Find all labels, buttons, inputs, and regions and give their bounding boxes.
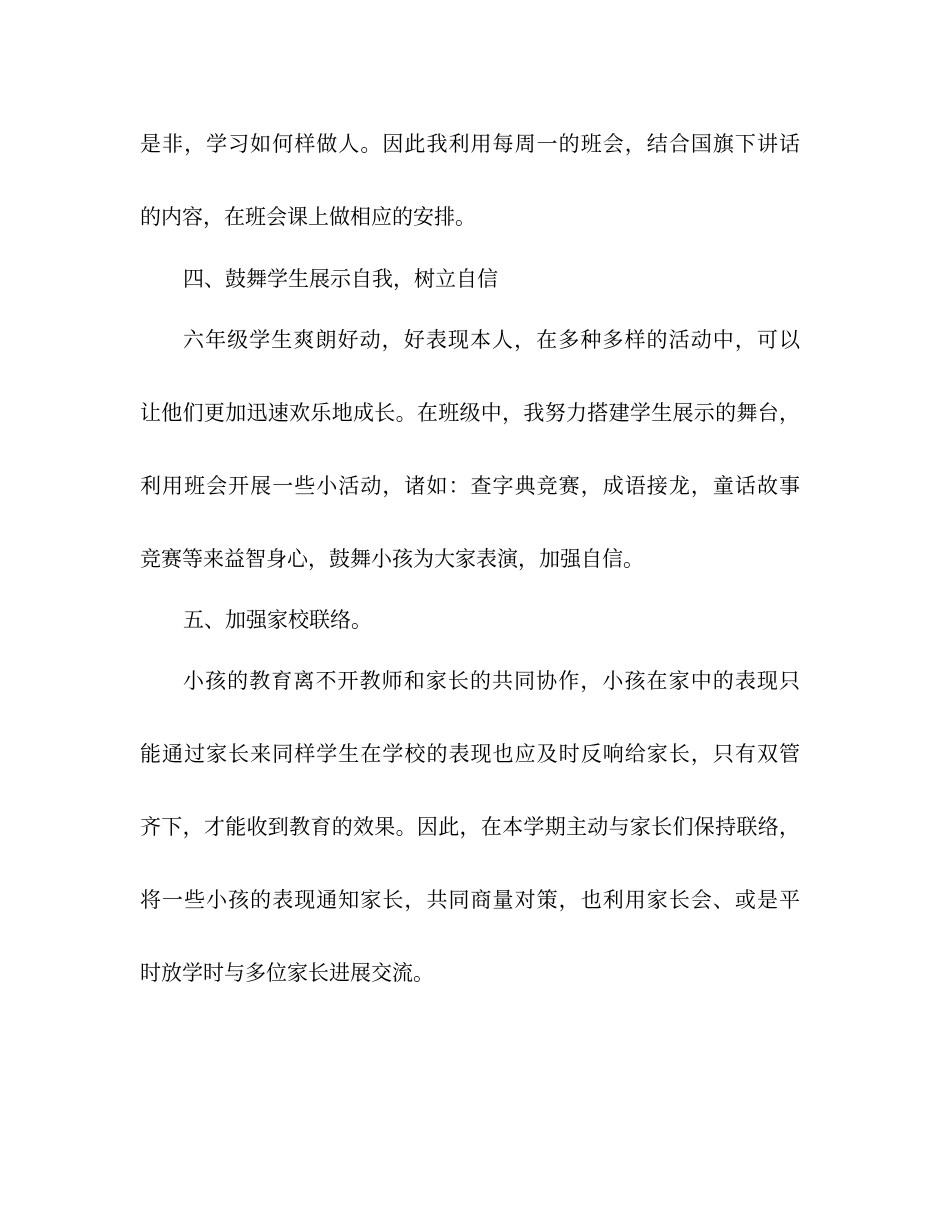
section-heading: 四、鼓舞学生展示自我，树立自信 — [183, 267, 498, 291]
text-line: 竞赛等来益智身心，鼓舞小孩为大家表演，加强自信。 — [140, 547, 644, 571]
text-line: 齐下，才能收到教育的效果。因此，在本学期主动与家长们保持联络， — [140, 815, 800, 839]
text-line: 让他们更加迅速欢乐地成长。在班级中，我努力搭建学生展示的舞台， — [140, 401, 800, 425]
text-line: 利用班会开展一些小活动，诸如：查字典竞赛，成语接龙，童话故事 — [140, 474, 800, 498]
section-heading: 五、加强家校联络。 — [183, 608, 372, 632]
text-line: 的内容，在班会课上做相应的安排。 — [140, 205, 476, 229]
text-line: 六年级学生爽朗好动，好表现本人，在多种多样的活动中，可以 — [183, 328, 800, 352]
text-line: 将一些小孩的表现通知家长，共同商量对策，也利用家长会、或是平 — [140, 888, 800, 912]
text-line: 小孩的教育离不开教师和家长的共同协作，小孩在家中的表现只 — [183, 669, 800, 693]
text-line: 是非，学习如何样做人。因此我利用每周一的班会，结合国旗下讲话 — [140, 132, 800, 156]
text-line: 能通过家长来同样学生在学校的表现也应及时反响给家长，只有双管 — [140, 742, 800, 766]
text-line: 时放学时与多位家长进展交流。 — [140, 961, 434, 985]
